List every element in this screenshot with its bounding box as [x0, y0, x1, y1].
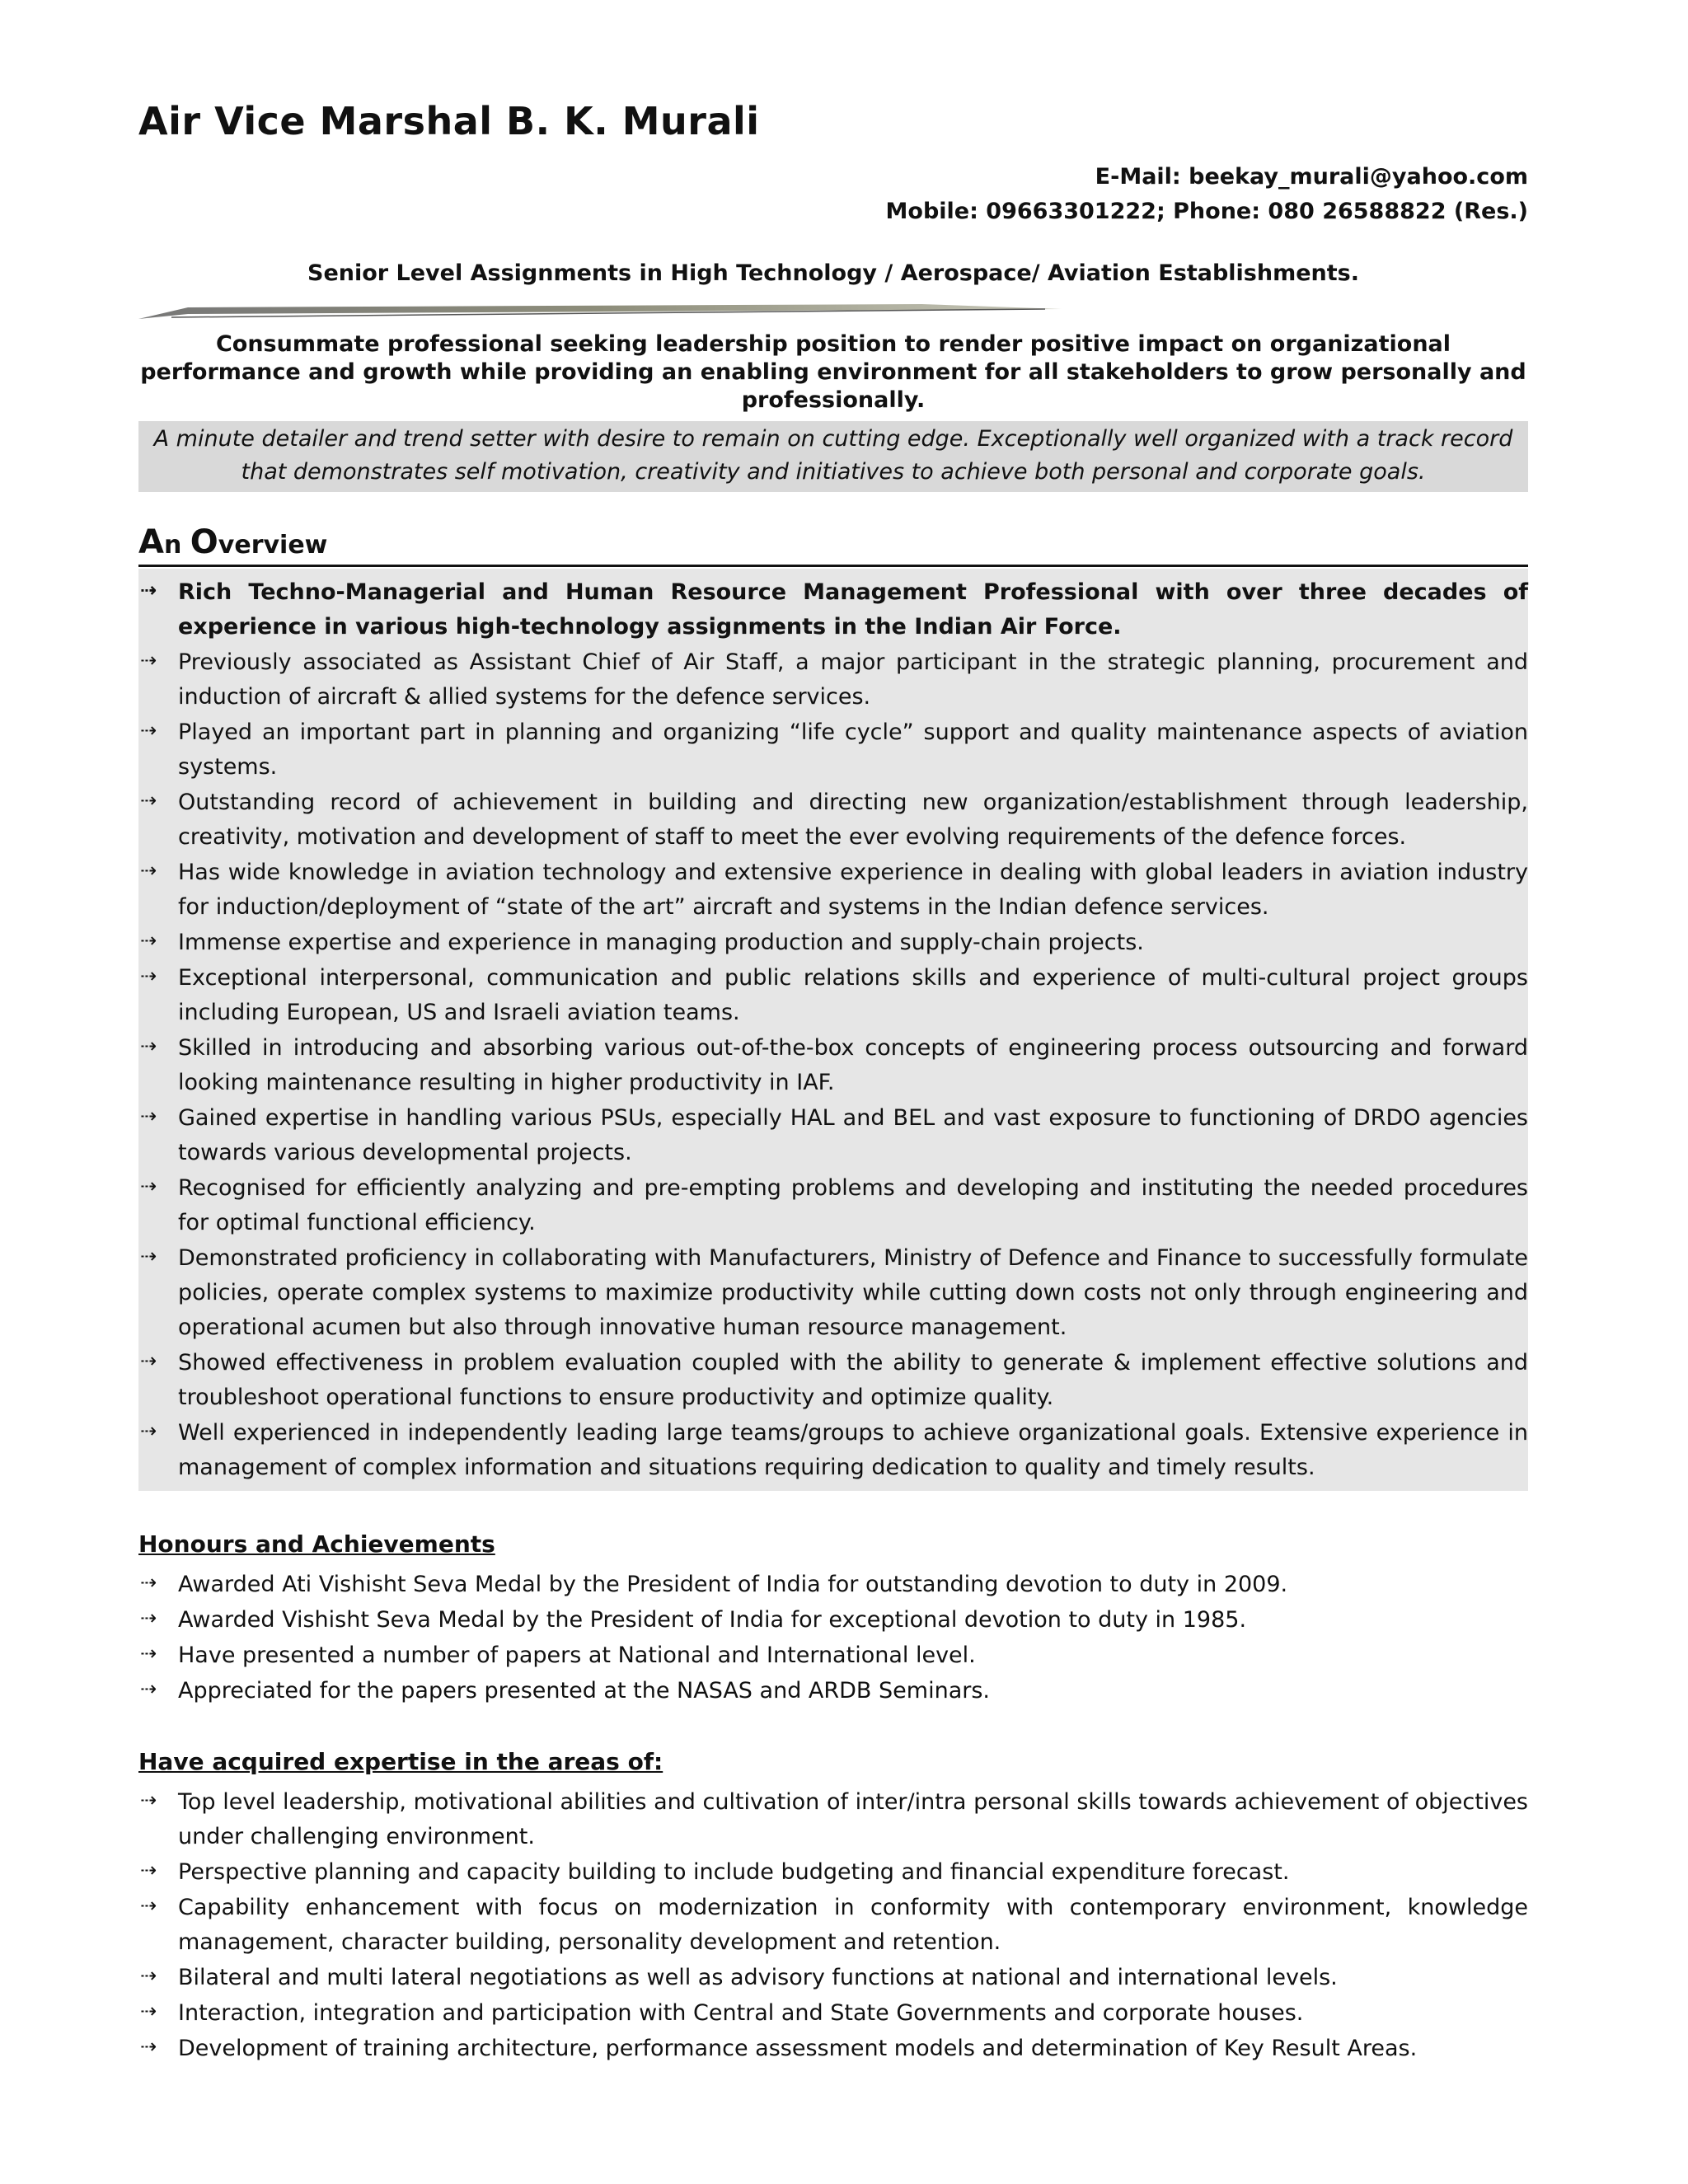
list-item: ⇢ Perspective planning and capacity building to include budgeting and financial expenditure forecast.	[138, 1855, 1528, 1890]
arrow-bullet-icon: ⇢	[140, 1964, 157, 1987]
arrow-bullet-icon: ⇢	[140, 789, 157, 812]
arrow-bullet-icon: ⇢	[140, 1571, 157, 1594]
expertise-list	[138, 1785, 1528, 2066]
arrow-bullet-icon: ⇢	[140, 1419, 157, 1442]
list-item: ⇢ Appreciated for the papers presented at the NASAS and ARDB Seminars.	[138, 1674, 1528, 1708]
contact-block	[138, 160, 1528, 229]
expertise-heading: Have acquired expertise in the areas of:	[138, 1748, 663, 1775]
arrow-bullet-icon: ⇢	[140, 1104, 157, 1127]
list-item: ⇢ Immense expertise and experience in managing production and supply-chain projects.	[138, 926, 1528, 960]
objective-statement: Consummate professional seeking leadership position to render positive impact on organizational performance and growth while providing an enabling environment for all stakeholders to grow personally and professionally.	[140, 331, 1526, 413]
list-item: ⇢ Capability enhancement with focus on modernization in conformity with contemporary environment, knowledge management, character building, personality development and retention.	[138, 1891, 1528, 1960]
arrow-bullet-icon: ⇢	[140, 1034, 157, 1057]
overview-list	[138, 575, 1528, 1485]
arrow-bullet-icon: ⇢	[140, 1642, 157, 1665]
list-item: ⇢ Previously associated as Assistant Chief of Air Staff, a major participant in the strategic planning, procurement and induction of aircraft & allied systems for the defence services.	[138, 645, 1528, 715]
arrow-bullet-icon: ⇢	[140, 649, 157, 672]
arrow-bullet-icon: ⇢	[140, 1858, 157, 1882]
list-item: ⇢ Interaction, integration and participation with Central and State Governments and corporate houses.	[138, 1996, 1528, 2031]
list-item: ⇢ Recognised for efficiently analyzing and pre-empting problems and developing and instituting the needed procedures for optimal functional efficiency.	[138, 1171, 1528, 1240]
list-item: ⇢ Exceptional interpersonal, communication and public relations skills and experience of multi-cultural project groups including European, US and Israeli aviation teams.	[138, 961, 1528, 1030]
arrow-bullet-icon: ⇢	[140, 1606, 157, 1629]
overview-heading: An Overview	[138, 523, 1528, 567]
honours-heading: Honours and Achievements	[138, 1530, 495, 1558]
arrow-bullet-icon: ⇢	[140, 859, 157, 882]
arrow-bullet-icon: ⇢	[140, 2035, 157, 2058]
phone-line: Mobile: 09663301222; Phone: 080 26588822 (Res.)	[885, 199, 1528, 224]
arrow-bullet-icon: ⇢	[140, 579, 157, 602]
list-item: ⇢ Well experienced in independently leading large teams/groups to achieve organizational goals. Extensive experience in management of complex information and situations requiring dedication to quality and timely results.	[138, 1416, 1528, 1485]
arrow-bullet-icon: ⇢	[140, 1244, 157, 1268]
resume-page	[138, 99, 1528, 2067]
list-item: ⇢ Gained expertise in handling various PSUs, especially HAL and BEL and vast exposure to functioning of DRDO agencies towards various developmental projects.	[138, 1101, 1528, 1170]
arrow-bullet-icon: ⇢	[140, 929, 157, 952]
list-item: ⇢ Awarded Ati Vishisht Seva Medal by the President of India for outstanding devotion to duty in 2009.	[138, 1568, 1528, 1602]
arrow-bullet-icon: ⇢	[140, 1894, 157, 1917]
arrow-bullet-icon: ⇢	[140, 1677, 157, 1700]
arrow-bullet-icon: ⇢	[140, 964, 157, 987]
list-item: ⇢ Played an important part in planning and organizing “life cycle” support and quality maintenance aspects of aviation systems.	[138, 715, 1528, 785]
overview-box	[138, 569, 1528, 1491]
list-item: ⇢ Demonstrated proficiency in collaborating with Manufacturers, Ministry of Defence and Finance to successfully formulate policies, operate complex systems to maximize productivity while cutting down costs not only through engineering and operational acumen but also through innovative human resource management.	[138, 1241, 1528, 1345]
arrow-bullet-icon: ⇢	[140, 1788, 157, 1811]
list-item: ⇢ Bilateral and multi lateral negotiations as well as advisory functions at national and international levels.	[138, 1961, 1528, 1995]
email-line: E-Mail: beekay_murali@yahoo.com	[1095, 164, 1528, 190]
tagline: Senior Level Assignments in High Technology / Aerospace/ Aviation Establishments.	[307, 260, 1359, 286]
list-item: ⇢ Have presented a number of papers at National and International level.	[138, 1638, 1528, 1673]
arrow-bullet-icon: ⇢	[140, 719, 157, 742]
arrow-bullet-icon: ⇢	[140, 1349, 157, 1372]
arrow-bullet-icon: ⇢	[140, 1999, 157, 2022]
list-item: ⇢ Outstanding record of achievement in building and directing new organization/establishment through leadership, creativity, motivation and development of staff to meet the ever evolving requirements of the defence forces.	[138, 785, 1528, 855]
summary-quote: A minute detailer and trend setter with desire to remain on cutting edge. Exceptionally well organized with a track record that demonstrates self motivation, creativity and initiatives to achieve both personal and corporate goals.	[138, 421, 1528, 492]
list-item: ⇢ Development of training architecture, performance assessment models and determination of Key Result Areas.	[138, 2032, 1528, 2066]
list-item: ⇢ Showed effectiveness in problem evaluation coupled with the ability to generate & implement effective solutions and troubleshoot operational functions to ensure productivity and optimize quality.	[138, 1346, 1528, 1415]
list-item: ⇢ Has wide knowledge in aviation technology and extensive experience in dealing with global leaders in aviation industry for induction/deployment of “state of the art” aircraft and systems in the Indian defence services.	[138, 855, 1528, 925]
candidate-name: Air Vice Marshal B. K. Murali	[138, 99, 760, 143]
list-item: ⇢ Awarded Vishisht Seva Medal by the President of India for exceptional devotion to duty in 1985.	[138, 1603, 1528, 1638]
list-item: ⇢ Top level leadership, motivational abilities and cultivation of inter/intra personal skills towards achievement of objectives under challenging environment.	[138, 1785, 1528, 1854]
honours-list	[138, 1568, 1528, 1708]
arrow-bullet-icon: ⇢	[140, 1174, 157, 1197]
swoosh-divider	[138, 301, 1528, 322]
list-item: ⇢ Skilled in introducing and absorbing various out-of-the-box concepts of engineering process outsourcing and forward looking maintenance resulting in higher productivity in IAF.	[138, 1031, 1528, 1100]
list-item: ⇢ Rich Techno-Managerial and Human Resource Management Professional with over three decades of experience in various high-technology assignments in the Indian Air Force.	[138, 575, 1528, 644]
